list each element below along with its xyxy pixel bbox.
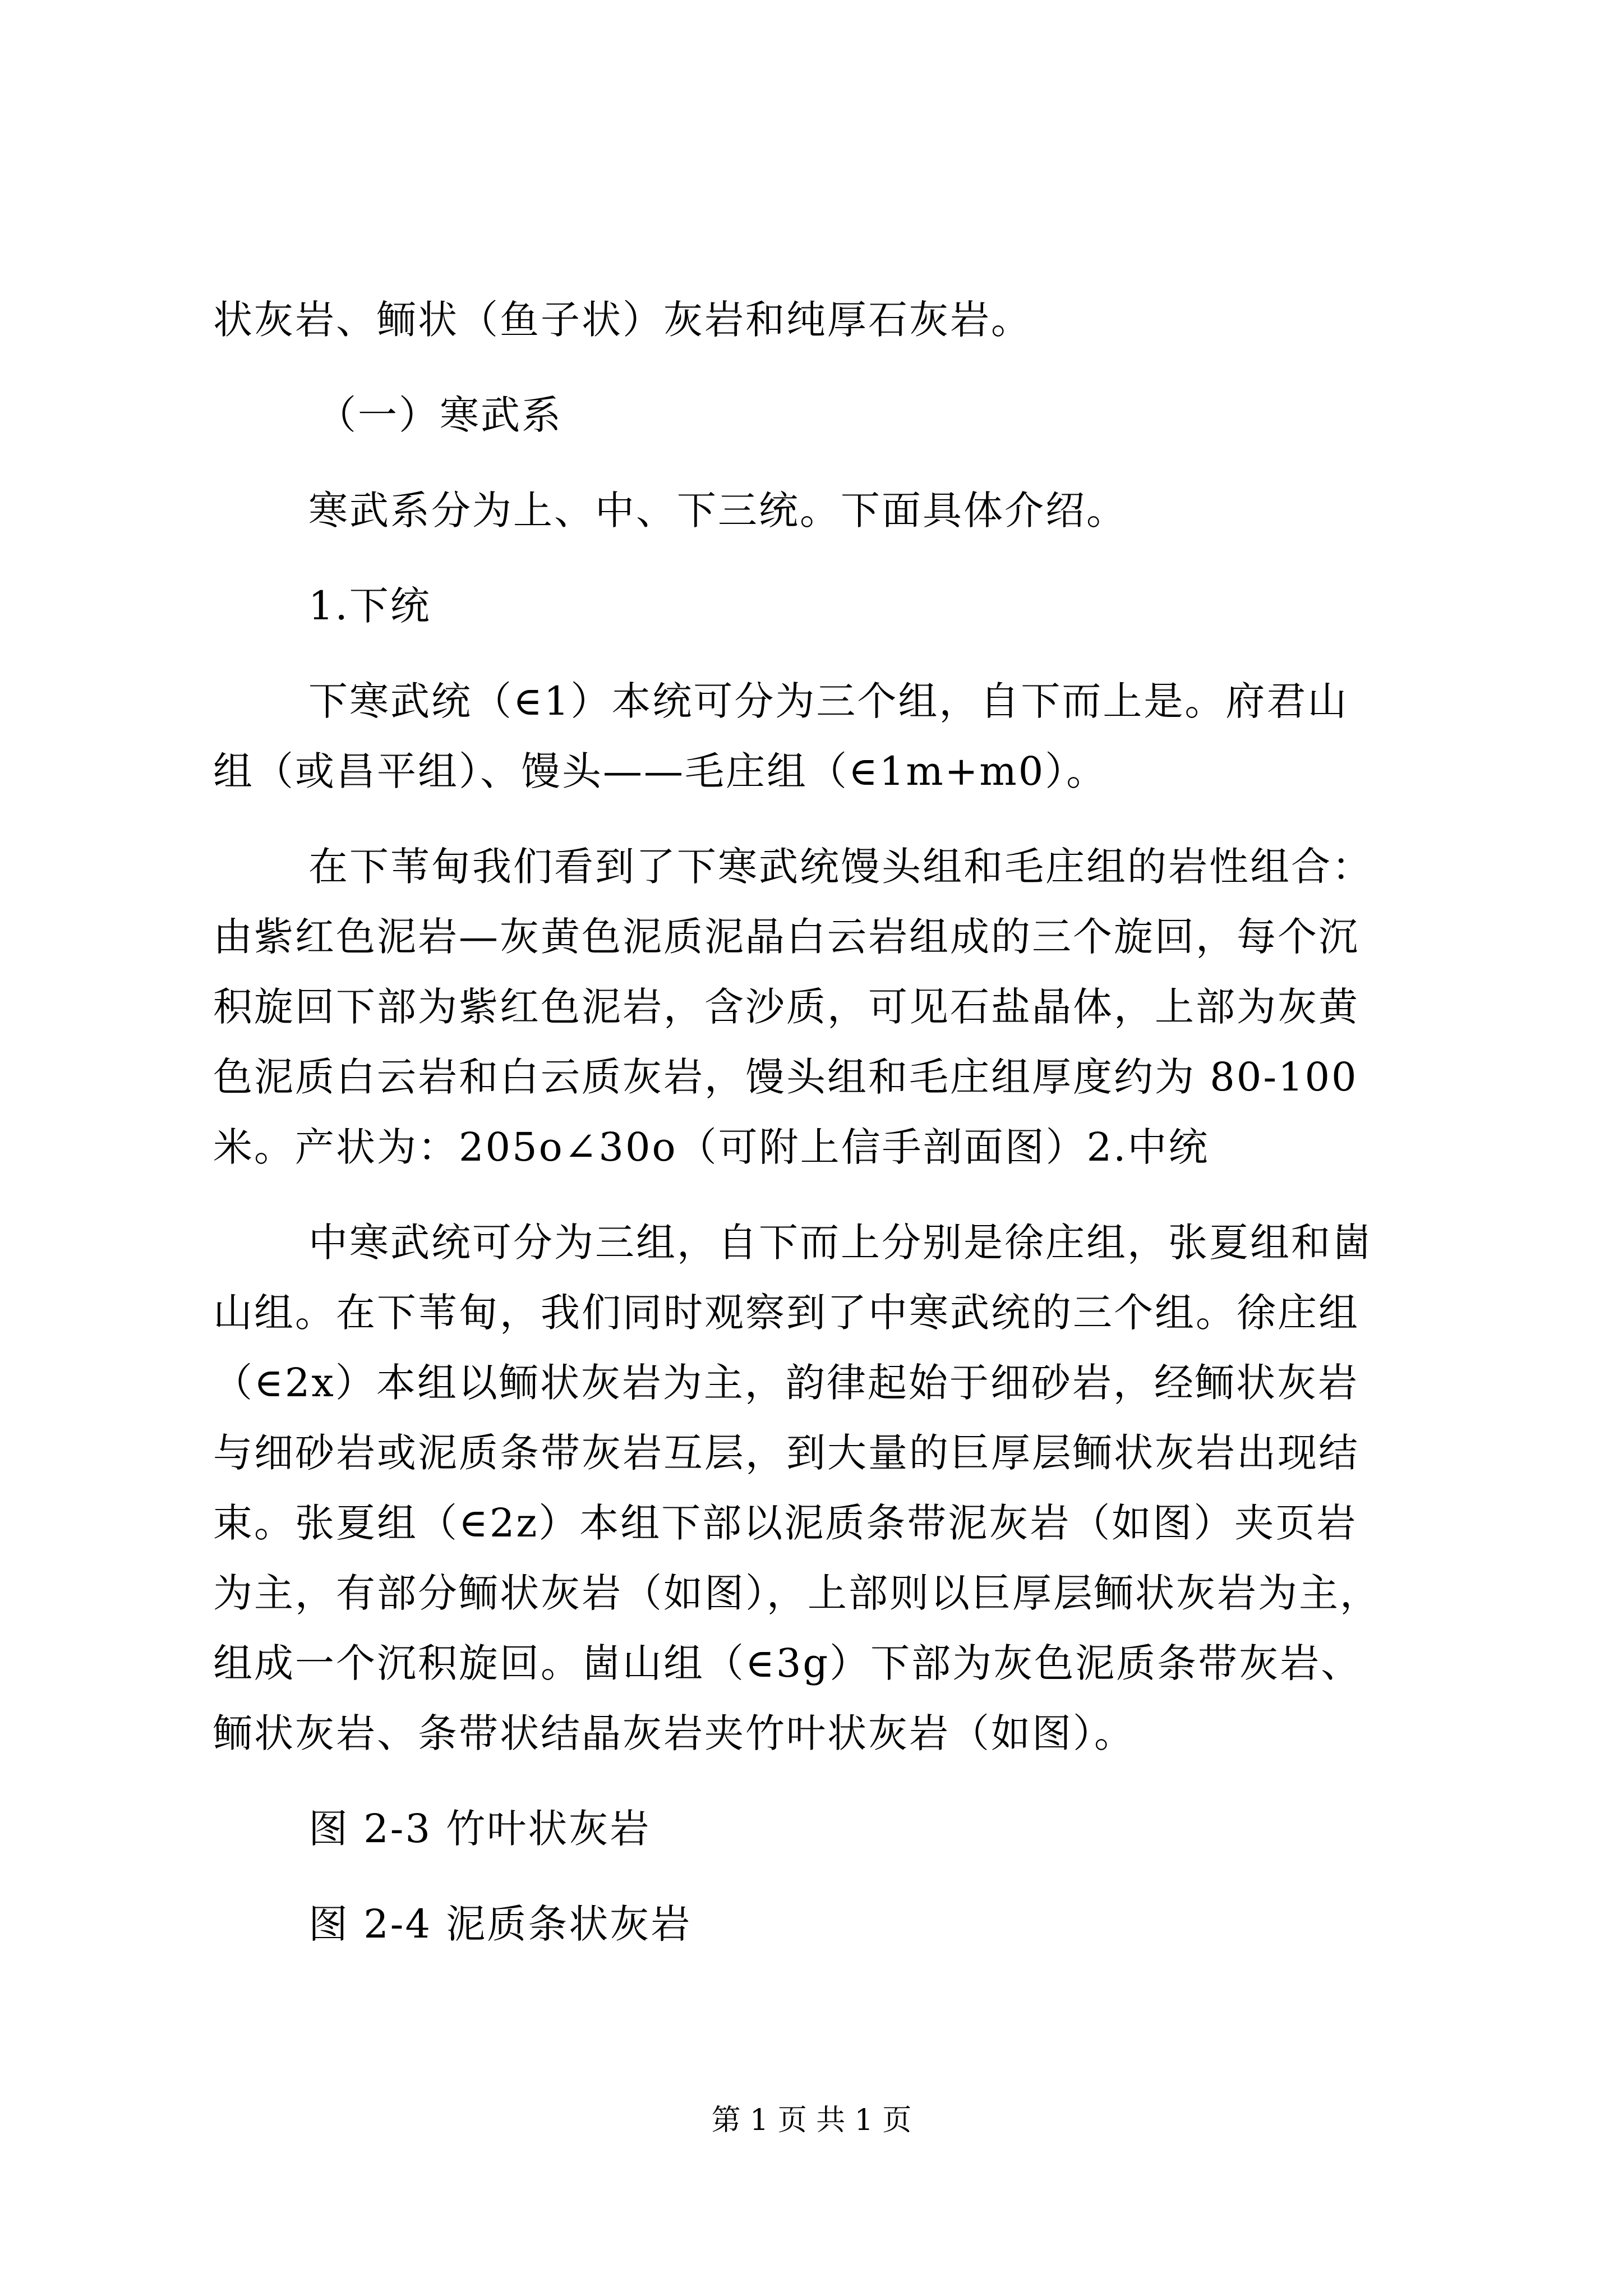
text-line-14: （∈2x）本组以鲕状灰岩为主，韵律起始于细砂岩，经鲕状灰岩 xyxy=(213,1360,1359,1406)
text-line-6: 组（或昌平组）、馒头——毛庄组（∈1m+m0）。 xyxy=(213,748,1108,794)
text-line-17: 为主，有部分鲕状灰岩（如图），上部则以巨厚层鲕状灰岩为主， xyxy=(213,1570,1381,1616)
text-line-3: 寒武系分为上、中、下三统。下面具体介绍。 xyxy=(308,487,1127,533)
section-heading-cambrian: （一）寒武系 xyxy=(317,392,562,438)
text-line-11: 米。产状为：205o∠30o（可附上信手剖面图）2.中统 xyxy=(213,1124,1210,1170)
figure-caption-2-3: 图 2-3 竹叶状灰岩 xyxy=(308,1806,651,1852)
text-line-9: 积旋回下部为紫红色泥岩，含沙质，可见石盐晶体，上部为灰黄 xyxy=(213,984,1359,1030)
subheading-lower-series: 1.下统 xyxy=(308,583,431,629)
figure-caption-2-4: 图 2-4 泥质条状灰岩 xyxy=(308,1901,692,1947)
text-line-16: 束。张夏组（∈2z）本组下部以泥质条带泥灰岩（如图）夹页岩 xyxy=(213,1500,1358,1546)
text-line-13: 山组。在下苇甸，我们同时观察到了中寒武统的三个组。徐庄组 xyxy=(213,1290,1359,1336)
text-line-5: 下寒武统（∈1）本统可分为三个组，自下而上是。府君山 xyxy=(308,678,1349,724)
text-line-19: 鲕状灰岩、条带状结晶灰岩夹竹叶状灰岩（如图）。 xyxy=(213,1710,1135,1756)
text-line-1: 状灰岩、鲕状（鱼子状）灰岩和纯厚石灰岩。 xyxy=(213,297,1032,343)
text-line-7: 在下苇甸我们看到了下寒武统馒头组和毛庄组的岩性组合： xyxy=(308,844,1373,890)
text-line-10: 色泥质白云岩和白云质灰岩，馒头组和毛庄组厚度约为 80-100 xyxy=(213,1054,1358,1100)
text-line-18: 组成一个沉积旋回。崮山组（∈3g）下部为灰色泥质条带灰岩、 xyxy=(213,1640,1362,1686)
text-line-12: 中寒武统可分为三组，自下而上分别是徐庄组，张夏组和崮 xyxy=(308,1220,1373,1266)
text-line-15: 与细砂岩或泥质条带灰岩互层，到大量的巨厚层鲕状灰岩出现结 xyxy=(213,1430,1359,1476)
page-number-footer: 第 1 页 共 1 页 xyxy=(711,2104,912,2137)
text-line-8: 由紫红色泥岩—灰黄色泥质泥晶白云岩组成的三个旋回，每个沉 xyxy=(213,914,1359,960)
